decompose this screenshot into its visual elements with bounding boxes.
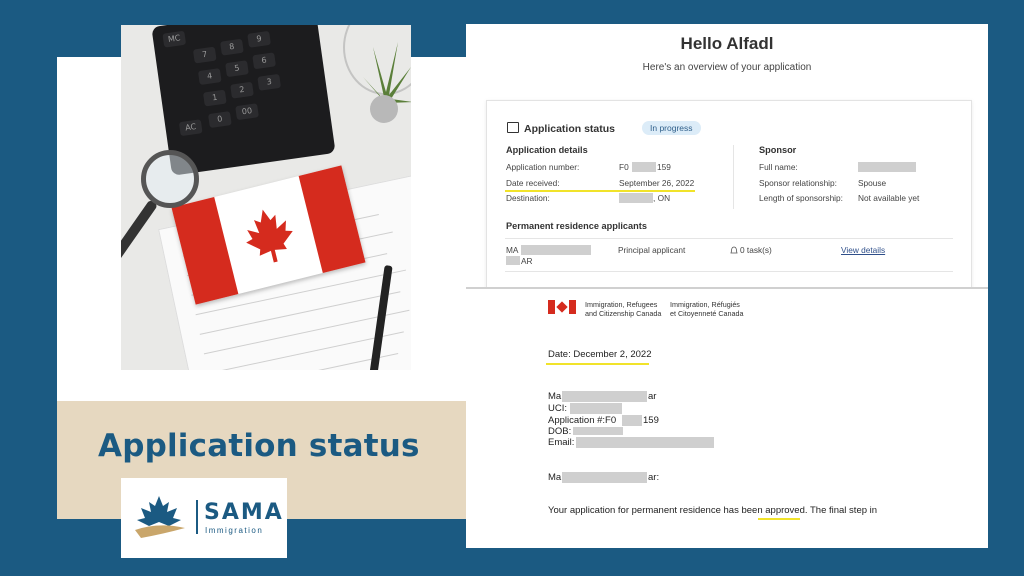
relationship-label: Sponsor relationship: bbox=[759, 178, 837, 188]
status-header: Application status bbox=[524, 123, 616, 135]
calc-key: 5 bbox=[225, 60, 249, 77]
body-end: . The final step in bbox=[804, 505, 878, 516]
view-details-link[interactable]: View details bbox=[841, 245, 886, 255]
application-number-suffix: 159 bbox=[643, 415, 659, 426]
redacted-block bbox=[619, 193, 653, 203]
calc-key: 1 bbox=[203, 90, 227, 107]
applicant-name-prefix: MA bbox=[506, 245, 519, 255]
status-badge: In progress bbox=[642, 121, 701, 135]
redacted-block bbox=[570, 403, 622, 414]
relationship-value: Spouse bbox=[858, 178, 887, 188]
redacted-block bbox=[562, 391, 647, 402]
applicant-role: Principal applicant bbox=[618, 245, 686, 255]
calc-key: 6 bbox=[252, 52, 276, 69]
overview-subtitle: Here's an overview of your application bbox=[642, 62, 812, 73]
calc-key: 3 bbox=[257, 74, 281, 91]
document-icon bbox=[507, 122, 519, 133]
calc-key: 4 bbox=[198, 68, 222, 85]
email-label: Email: bbox=[548, 437, 575, 448]
approval-letter bbox=[466, 287, 988, 548]
slide-title: Application status bbox=[98, 428, 420, 464]
dob-label: DOB: bbox=[548, 426, 572, 437]
date-received-value: September 26, 2022 bbox=[619, 178, 695, 188]
redacted-block bbox=[521, 245, 591, 255]
greeting-heading: Hello Alfadl bbox=[680, 34, 774, 53]
department-english bbox=[585, 300, 661, 318]
dept-fr-line: et Citoyenneté Canada bbox=[670, 309, 744, 318]
calc-key: 0 bbox=[208, 111, 232, 128]
bell-icon bbox=[730, 246, 738, 255]
destination-suffix: , ON bbox=[653, 193, 671, 203]
full-name-label: Full name: bbox=[759, 162, 798, 172]
logo-divider bbox=[196, 500, 198, 534]
calc-key: 00 bbox=[235, 103, 259, 120]
maple-leaf-icon bbox=[237, 201, 301, 268]
recipient-name-prefix: Ma bbox=[548, 391, 562, 402]
highlight-underline bbox=[505, 190, 695, 192]
canada-flag-icon bbox=[548, 300, 576, 314]
salutation-suffix: ar: bbox=[648, 472, 660, 483]
magnifier-handle bbox=[121, 199, 158, 270]
application-number-label: Application #:F0 bbox=[548, 415, 617, 426]
uci-label: UCI: bbox=[548, 403, 567, 414]
calc-key: MC bbox=[162, 31, 186, 48]
redacted-block bbox=[562, 472, 647, 483]
letter-date: Date: December 2, 2022 bbox=[548, 349, 652, 360]
calc-key: 9 bbox=[247, 31, 271, 48]
destination-label: Destination: bbox=[506, 193, 550, 203]
visa-application-photo bbox=[121, 25, 411, 370]
sama-logo bbox=[121, 478, 287, 558]
dept-en-line: and Citizenship Canada bbox=[585, 309, 662, 318]
body-start: Your application for permanent residence has been bbox=[548, 505, 766, 516]
pr-applicants-header: Permanent residence applicants bbox=[506, 221, 647, 231]
letter-body bbox=[548, 505, 877, 516]
row-divider bbox=[505, 271, 953, 272]
dept-en-line: Immigration, Refugees bbox=[585, 300, 658, 309]
highlight-underline bbox=[758, 518, 800, 520]
plant-icon bbox=[353, 37, 411, 132]
redacted-block bbox=[576, 437, 714, 448]
calc-key: AC bbox=[179, 119, 203, 136]
redacted-block bbox=[858, 162, 916, 172]
dept-fr-line: Immigration, Réfugiés bbox=[670, 300, 740, 309]
logo-subtitle: Immigration bbox=[205, 526, 264, 535]
calc-key: 2 bbox=[230, 82, 254, 99]
calc-key: 7 bbox=[193, 47, 217, 64]
maple-logo-icon bbox=[129, 492, 189, 542]
application-number-prefix: F0 bbox=[619, 162, 629, 172]
sponsorship-length-value: Not available yet bbox=[858, 193, 920, 203]
column-divider bbox=[733, 145, 734, 209]
magnifier-icon bbox=[141, 150, 199, 208]
department-french bbox=[670, 300, 744, 318]
salutation-prefix: Ma bbox=[548, 472, 562, 483]
row-divider bbox=[505, 238, 953, 239]
tasks-count: 0 task(s) bbox=[740, 245, 772, 255]
applicant-name-suffix: AR bbox=[521, 256, 533, 266]
application-number-suffix: 159 bbox=[657, 162, 671, 172]
date-received-label: Date received: bbox=[506, 178, 560, 188]
highlight-underline bbox=[546, 363, 649, 365]
sponsor-header: Sponsor bbox=[759, 145, 797, 155]
redacted-block bbox=[573, 427, 623, 435]
redacted-block bbox=[632, 162, 656, 172]
recipient-name-suffix: ar bbox=[648, 391, 657, 402]
sponsorship-length-label: Length of sponsorship: bbox=[759, 193, 843, 203]
redacted-block bbox=[622, 415, 642, 426]
letter-border bbox=[466, 287, 988, 289]
details-header: Application details bbox=[506, 145, 588, 155]
approved-word: approved bbox=[765, 505, 805, 516]
application-portal-screenshot bbox=[466, 24, 988, 288]
calc-key: 8 bbox=[220, 39, 244, 56]
application-status-card bbox=[486, 100, 972, 288]
redacted-block bbox=[506, 256, 520, 265]
logo-name: SAMA bbox=[204, 500, 284, 525]
application-number-label: Application number: bbox=[506, 162, 580, 172]
